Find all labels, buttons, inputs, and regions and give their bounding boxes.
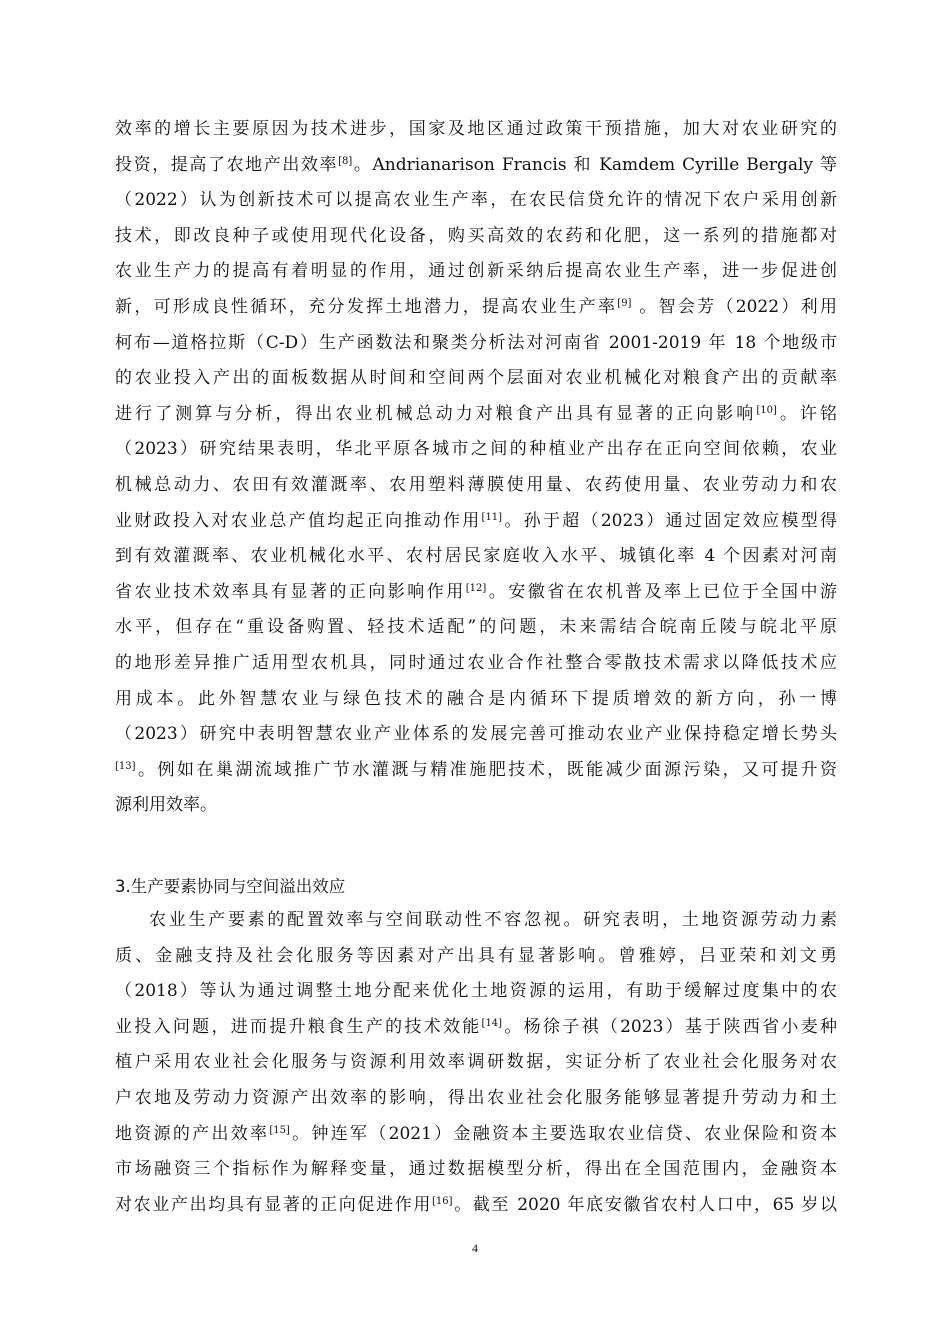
text-line [115,290,837,326]
text-line [115,254,837,290]
text-line [115,468,837,504]
line-text-continued: 。孙于超（2023）通过固定效应模型得 [502,510,838,531]
text-line [115,148,837,184]
text-line [115,1045,837,1081]
text-line [115,753,837,789]
line-text: 业投入问题，进而提升粮食生产的技术效能 [115,1016,482,1037]
text-line [115,610,837,646]
text-line [115,112,837,148]
citation-marker: [16] [432,1195,453,1207]
text-line [115,575,837,611]
citation-marker: [13] [115,760,136,772]
text-line [115,903,837,939]
line-text: 对农业产出均具有显著的正向促进作用 [115,1194,433,1215]
text-line [115,219,837,255]
section-heading: 3.生产要素协同与空间溢出效应 [115,877,346,896]
line-text: 源利用效率。 [115,795,217,816]
text-line [115,939,837,975]
text-line [115,1152,837,1188]
text-line [115,326,837,362]
line-text: 质、金融支持及社会化服务等因素对产出具有显著影响。曾雅婷，吕亚荣和刘文勇 [115,945,837,966]
line-text: 省农业技术效率具有显著的正向影响作用 [115,581,466,602]
line-text: 水平，但存在“重设备购置、轻技术适配”的问题，未来需结合皖南丘陵与皖北平原 [115,617,837,638]
citation-marker: [12] [465,582,487,594]
text-line [115,1081,837,1117]
line-text: （2018）等认为通过调整土地分配来优化土地资源的运用，有助于缓解过度集中的农 [115,981,837,1002]
line-text: 到有效灌溉率、农业机械化水平、农村居民家庭收入水平、城镇化率 4 个因素对河南 [115,546,837,567]
text-line [115,682,837,718]
line-text-continued: 。智会芳（2022）利用 [631,296,838,317]
body-paragraph-2 [115,903,837,1223]
line-text: 的农业投入产出的面板数据从时间和空间两个层面对农业机械化对粮食产出的贡献率 [115,368,837,389]
citation-marker: [11] [481,511,503,523]
text-line [115,539,837,575]
text-line [115,788,837,824]
text-line [115,717,837,753]
line-text-continued: 。Andrianarison Francis 和 Kamdem Cyrille Bergaly 等 [352,154,838,175]
text-line [115,646,837,682]
text-line [115,183,837,219]
line-text: 农业生产要素的配置效率与空间联动性不容忽视。研究表明，土地资源劳动力素 [149,910,837,930]
line-text: 地资源的产出效率 [115,1123,270,1144]
citation-marker: [10] [756,404,777,416]
line-text: 技术，即改良种子或使用现代化设备，购买高效的农药和化肥，这一系列的措施都对 [115,225,837,246]
text-line [115,974,837,1010]
citation-marker: [9] [617,297,632,309]
line-text-continued: 。安徽省在农机普及率上已位于全国中游 [486,581,837,602]
text-line [115,1010,837,1046]
line-text: （2023）研究中表明智慧农业产业体系的发展完善可推动农业产业保持稳定增长势头 [115,724,837,745]
line-text: 市场融资三个指标作为解释变量，通过数据模型分析，得出在全国范围内，金融资本 [115,1159,837,1180]
line-text: 的地形差异推广适用型农机具，同时通过农业合作社整合零散技术需求以降低技术应 [115,652,837,673]
line-text: 进行了测算与分析，得出农业机械总动力对粮食产出具有显著的正向影响 [115,403,757,424]
line-text-continued: 。例如在巢湖流域推广节水灌溉与精准施肥技术，既能减少面源污染，又可提升资 [135,759,837,780]
text-line [115,432,837,468]
page-number: 4 [472,1241,478,1255]
line-text: 投资，提高了农地产出效率 [115,154,339,175]
line-text: 农业生产力的提高有着明显的作用，通过创新采纳后提高农业生产率，进一步促进创 [115,261,837,282]
line-text-continued: 。许铭 [776,403,838,424]
line-text: （2023）研究结果表明，华北平原各城市之间的种植业产出存在正向空间依赖，农业 [115,439,837,460]
text-line [115,397,837,433]
line-text-continued: 。截至 2020 年底安徽省农村人口中，65 岁以 [452,1194,837,1215]
citation-marker: [15] [269,1124,290,1136]
citation-marker: [14] [481,1017,503,1029]
line-text: 业财政投入对农业总产值均起正向推动作用 [115,510,482,531]
text-line [115,1117,837,1153]
line-text: 机械总动力、农田有效灌溉率、农用塑料薄膜使用量、农药使用量、农业劳动力和农 [115,474,837,495]
line-text: （2022）认为创新技术可以提高农业生产率，在农民信贷允许的情况下农户采用创新 [115,190,837,211]
line-text-continued: 。杨徐子祺（2023）基于陕西省小麦种 [502,1016,838,1037]
line-text-continued: 。钟连军（2021）金融资本主要选取农业信贷、农业保险和资本 [289,1123,838,1144]
text-line [115,1188,837,1224]
line-text: 植户采用农业社会化服务与资源利用效率调研数据，实证分析了农业社会化服务对农 [115,1052,837,1073]
text-line [115,361,837,397]
line-text: 新，可形成良性循环，充分发挥土地潜力，提高农业生产率 [115,296,618,317]
text-line [115,504,837,540]
citation-marker: [8] [338,155,353,167]
line-text: 户农地及劳动力资源产出效率的影响，得出农业社会化服务能够显著提升劳动力和土 [115,1087,837,1108]
line-text: 柯布—道格拉斯（C-D）生产函数法和聚类分析法对河南省 2001-2019 年 18 个地级市 [115,332,837,353]
line-text: 效率的增长主要原因为技术进步，国家及地区通过政策干预措施，加大对农业研究的 [115,119,837,139]
line-text: 用成本。此外智慧农业与绿色技术的融合是内循环下提质增效的新方向，孙一博 [115,688,837,709]
body-paragraph-1 [115,112,837,824]
